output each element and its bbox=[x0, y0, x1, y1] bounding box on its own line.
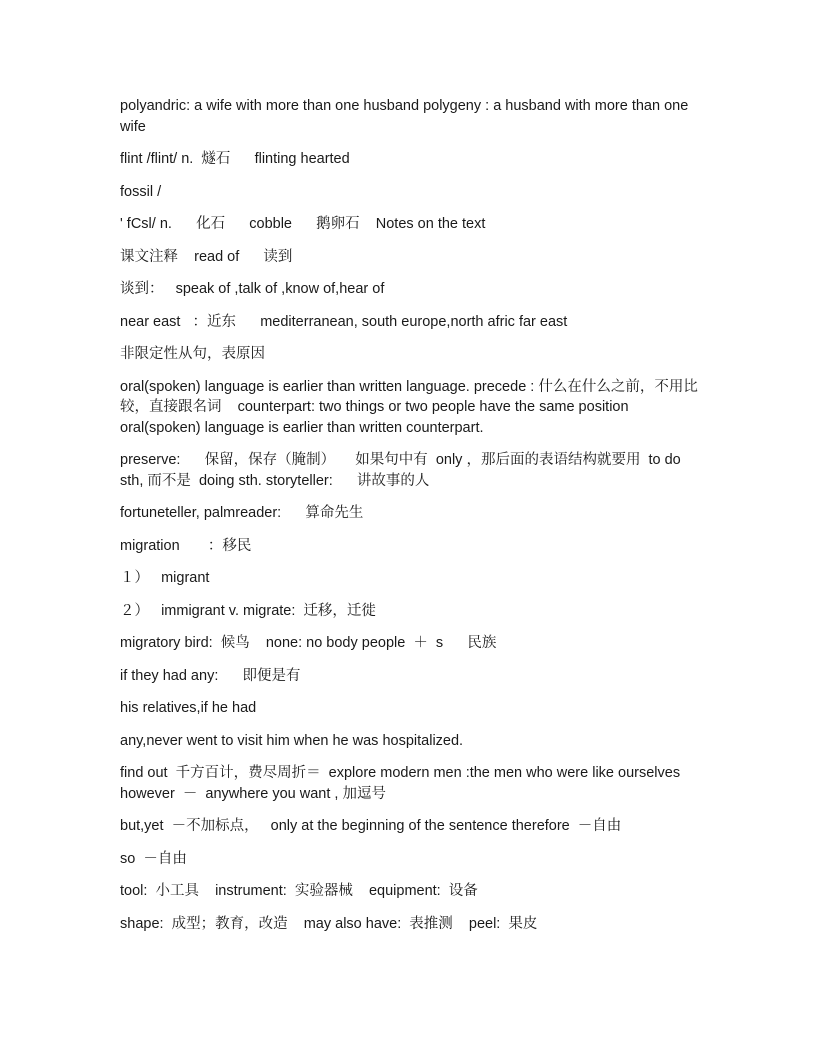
note-fortuneteller: fortuneteller, palmreader: 算命先生 bbox=[120, 505, 364, 521]
note-find-out: find out 千方百计，费尽周折＝ explore modern men :the men who were like ourselves however － anywhere you want , 加逗号 bbox=[120, 765, 685, 802]
note-polyandric: polyandric: a wife with more than one husband polygeny : a husband with more than one wife bbox=[120, 98, 693, 135]
note-relatives: his relatives,if he had bbox=[120, 700, 257, 716]
note-oral-language: oral(spoken) language is earlier than written language. precede : 什么在什么之前，不用比较，直接跟名词 counterpart: two things or two people have the same position oral(spoken) language is earlier than written counterpart. bbox=[120, 378, 698, 436]
note-migrant: １） migrant bbox=[120, 570, 210, 586]
document-body bbox=[120, 96, 700, 946]
note-text-notes: 课文注释 read of 读到 bbox=[120, 248, 293, 265]
note-hospitalized: any,never went to visit him when he was hospitalized. bbox=[120, 732, 464, 749]
note-if-they-had-any: if they had any: 即便是有 bbox=[120, 667, 301, 684]
note-preserve: preserve: 保留，保存（腌制） 如果句中有 only ，那后面的表语结构就要用 to do sth, 而不是 doing sth. storyteller: 讲故事的人 bbox=[120, 452, 685, 489]
note-migration: migration ：移民 bbox=[120, 537, 252, 554]
note-but-yet: but,yet －不加标点， only at the beginning of the sentence therefore －自由 bbox=[120, 818, 622, 834]
note-flint: flint /flint/ n. 燧石 flinting hearted bbox=[120, 151, 350, 167]
note-speak-of: 谈到： speak of ,talk of ,know of,hear of bbox=[120, 281, 385, 297]
note-migratory-bird: migratory bird: 候鸟 none: no body people ＋ s 民族 bbox=[120, 635, 497, 651]
note-fossil-pronunciation: ' fCsl/ n. 化石 cobble 鹅卵石 Notes on the text bbox=[120, 216, 486, 232]
note-shape: shape: 成型；教育，改造 may also have: 表推测 peel: 果皮 bbox=[120, 915, 538, 932]
note-fossil: fossil / bbox=[120, 183, 162, 200]
note-tool: tool: 小工具 instrument: 实验器械 equipment: 设备 bbox=[120, 883, 478, 899]
note-so: so －自由 bbox=[120, 850, 187, 867]
note-immigrant: ２） immigrant v. migrate: 迁移，迁徙 bbox=[120, 602, 376, 619]
note-near-east: near east ：近东 mediterranean, south europe,north afric far east bbox=[120, 313, 568, 330]
note-nonrestrictive-clause: 非限定性从句，表原因 bbox=[120, 346, 265, 362]
